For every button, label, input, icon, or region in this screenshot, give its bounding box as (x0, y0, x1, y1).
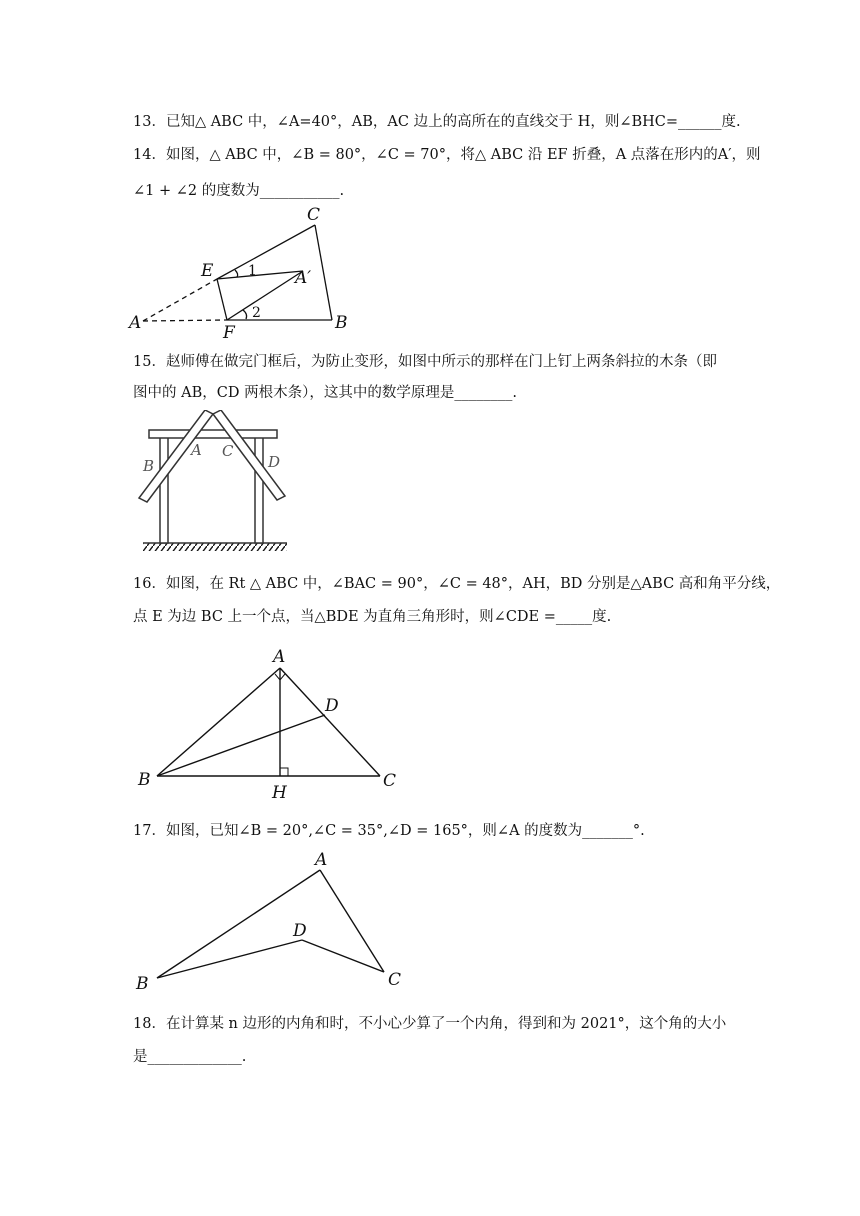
q17-edge-DC (302, 940, 384, 972)
q13-text: 13．已知△ ABC 中，∠A=40°，AB，AC 边上的高所在的直线交于 H，则∠BHC=______度. (133, 114, 741, 130)
q15-label-D: D (268, 453, 281, 471)
q18-text-line1: 18．在计算某 n 边形的内角和时，不小心少算了一个内角，得到和为 2021°，这个角的大小 (133, 1016, 727, 1032)
q15-label-B: B (143, 457, 155, 475)
q14-edge-CB (315, 225, 332, 320)
q15-right-post (255, 437, 263, 543)
q15-top-beam (149, 430, 277, 438)
q16-label-D: D (325, 696, 339, 716)
q14-edge-EF (217, 279, 227, 320)
q14-label-angle1: 1 (248, 263, 257, 279)
q16-right-angle-H (280, 768, 288, 776)
q15-label-C: C (222, 442, 234, 460)
q15-ground-hatch (143, 543, 287, 551)
q16-text-line1: 16．如图，在 Rt △ ABC 中，∠BAC = 90°，∠C = 48°，AH，BD 分别是△ABC 高和角平分线， (133, 576, 781, 592)
q17-label-D: D (293, 921, 307, 941)
q14-text-line2: ∠1 + ∠2 的度数为___________. (133, 183, 345, 199)
q15-text-line1: 15．赵师傅在做完门框后，为防止变形，如图中所示的那样在门上钉上两条斜拉的木条（即 (133, 354, 717, 370)
q14-label-A: A (129, 313, 142, 333)
q16-figure (130, 640, 410, 805)
q17-label-B: B (136, 974, 149, 994)
q16-edge-AB (157, 668, 280, 776)
q14-dashed-AE (143, 279, 217, 321)
q14-label-F: F (223, 323, 235, 340)
q17-figure (130, 845, 420, 995)
q16-label-C: C (383, 771, 397, 791)
q16-bisector-BD (157, 715, 325, 776)
q16-label-H: H (272, 783, 287, 803)
q14-angle1-arc (235, 270, 238, 277)
q17-label-C: C (388, 970, 402, 990)
q15-left-post (160, 437, 168, 543)
q18-text-line2: 是_____________. (133, 1049, 247, 1065)
q14-angle2-arc (243, 310, 247, 319)
q15-label-A: A (191, 441, 202, 459)
q16-label-B: B (138, 770, 151, 790)
q16-text-line2: 点 E 为边 BC 上一个点，当△BDE 为直角三角形时，则∠CDE =_____度. (133, 609, 612, 625)
q14-label-C: C (307, 205, 321, 225)
q17-label-A: A (315, 850, 328, 870)
q14-dashed-AF (143, 320, 227, 321)
q14-label-angle2: 2 (252, 305, 261, 321)
q17-text: 17．如图，已知∠B = 20°,∠C = 35°,∠D = 165°，则∠A 的度数为_______°. (133, 823, 645, 839)
q14-label-E: E (201, 261, 214, 281)
q14-label-A-prime: A′ (295, 268, 312, 288)
q14-text-line1: 14．如图，△ ABC 中，∠B = 80°，∠C = 70°，将△ ABC 沿 EF 折叠，A 点落在形内的A′，则 (133, 147, 761, 163)
q14-label-B: B (335, 313, 348, 333)
q15-figure (135, 410, 295, 555)
q15-brace-AB (139, 410, 213, 502)
q17-edge-BD (157, 940, 302, 978)
q17-edge-AC (320, 870, 384, 972)
q16-edge-AC (280, 668, 380, 776)
q15-text-line2: 图中的 AB，CD 两根木条），这其中的数学原理是________. (133, 385, 517, 401)
q14-figure (125, 200, 365, 340)
q16-label-A: A (273, 647, 286, 667)
q14-edge-FA-prime (227, 271, 303, 320)
